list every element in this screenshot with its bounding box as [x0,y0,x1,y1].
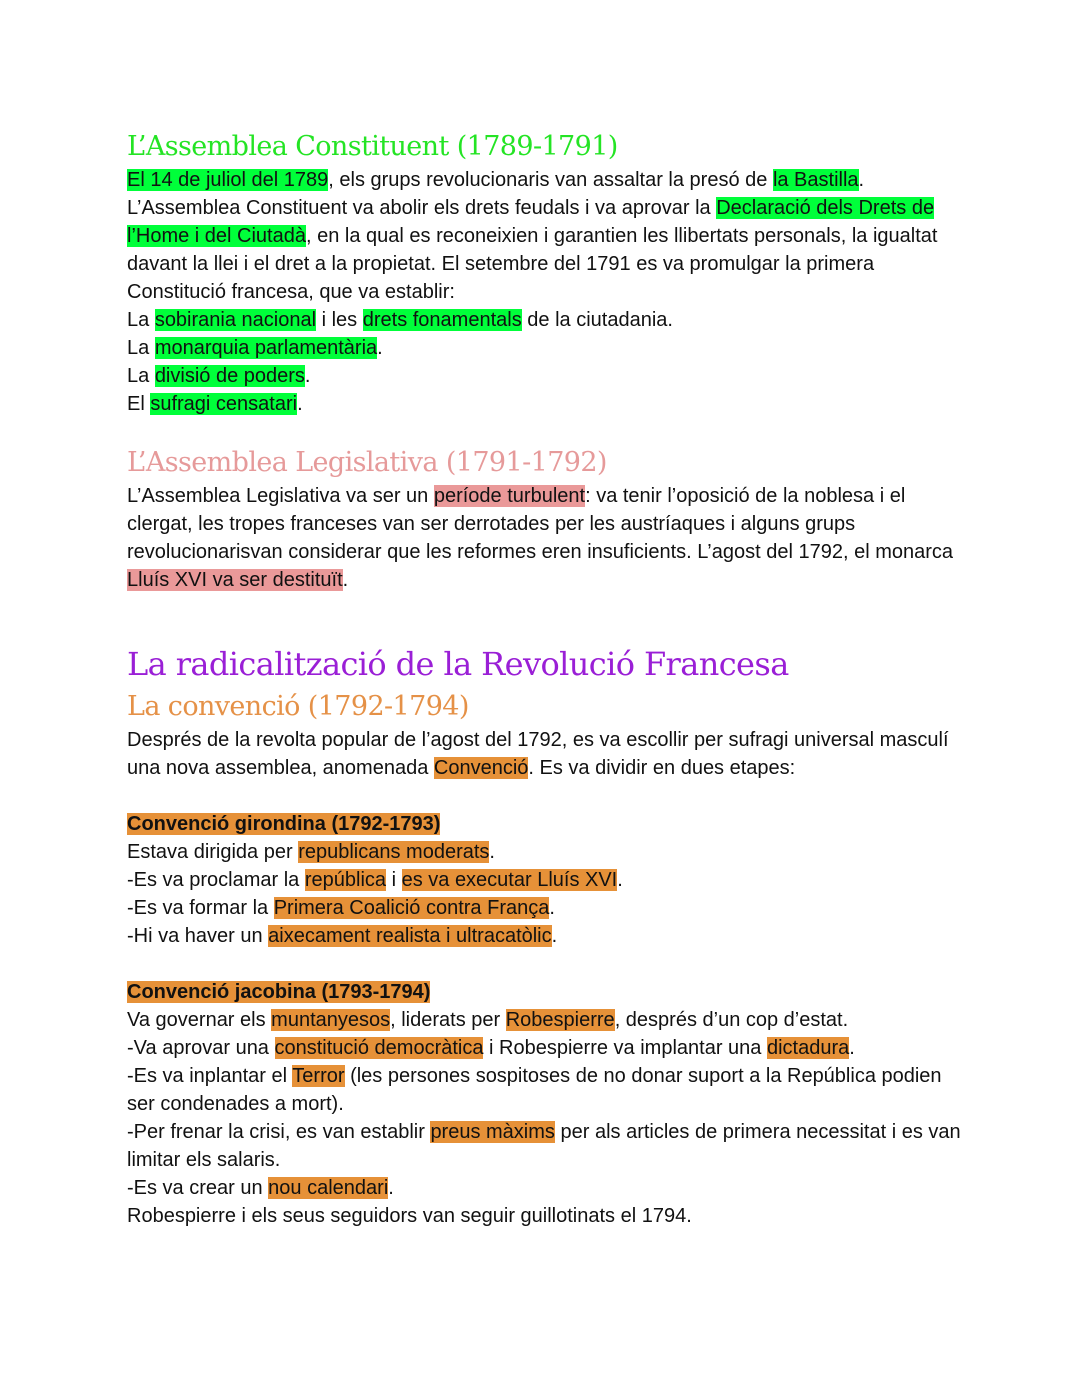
list-item: -Es va crear un nou calendari. [127,1177,394,1199]
chapter-title-radicalitzacio: La radicalització de la Revolució Francesa [127,645,789,683]
highlight-divisio: divisió de poders [154,365,305,387]
list-item: -Va aprovar una constitució democràtica i Robespierre va implantar una dictadura. [127,1037,855,1059]
jacobina-heading: Convenció jacobina (1793-1794) [127,981,431,1003]
list-item: La divisió de poders. [127,365,311,387]
girondina-heading: Convenció girondina (1792-1793) [127,813,441,835]
section-title-assemblea-legislativa: L’Assemblea Legislativa (1791-1792) [127,447,607,478]
list-item: Estava dirigida per republicans moderats. [127,841,495,863]
highlight-lluis-destituit: Lluís XVI va ser destituït [127,569,343,591]
highlight-convencio: Convenció [433,757,529,779]
highlight-nou-calendari: nou calendari [268,1177,389,1199]
highlight-sufragi: sufragi censatari [150,393,298,415]
list-item: La monarquia parlamentària. [127,337,383,359]
highlight-preus-maxims: preus màxims [430,1121,555,1143]
section-title-assemblea-constituent: L’Assemblea Constituent (1789-1791) [127,131,618,162]
list-item: La sobirania nacional i les drets fonamentals de la ciutadania. [127,309,673,331]
highlight-coalicio: Primera Coalició contra França [273,897,550,919]
highlight-republica: república [304,869,387,891]
highlight-execucio: es va executar Lluís XVI [401,869,618,891]
highlight-republicans-moderats: republicans moderats [298,841,490,863]
list-item: -Hi va haver un aixecament realista i ultracatòlic. [127,925,558,947]
document-page [127,128,967,1230]
highlight-date-1789: El 14 de juliol del 1789 [127,169,329,191]
section-title-convencio: La convenció (1792-1794) [127,691,469,722]
list-item: -Es va inplantar el Terror (les persones sospitoses de no donar suport a la República podien ser condenades a mort). [127,1065,942,1115]
highlight-monarquia: monarquia parlamentària [154,337,378,359]
list-item: El sufragi censatari. [127,393,303,415]
list-item: Va governar els muntanyesos, liderats per Robespierre, després d’un cop d’estat. [127,1009,849,1031]
legislativa-paragraph: L’Assemblea Legislativa va ser un període turbulent: va tenir l’oposició de la noblesa i el clergat, les tropes franceses van ser derrotades per les austríaques i alguns grups revolucionarisvan considerar que les reformes eren insuficients. L’agost del 1792, el monarca Lluís XVI va ser destituït. [127,485,954,591]
constituent-paragraph: El 14 de juliol del 1789, els grups revolucionaris van assaltar la presó de la Bastilla. L’Assemblea Constituent va abolir els drets feudals i va aprovar la Declaració dels Drets de l’Home i del Ciutadà, en la qual es reconeixien i garantien les llibertats personals, la igualtat davant la llei i el dret a la propietat. El setembre del 1791 es va promulgar la primera Constitució francesa, que va establir: [127,169,938,303]
highlight-sobirania: sobirania nacional [154,309,317,331]
highlight-robespierre: Robespierre [505,1009,615,1031]
convencio-intro: Després de la revolta popular de l’agost del 1792, es va escollir per sufragi universal masculí una nova assemblea, anomenada Convenció. Es va dividir en dues etapes: [127,729,949,779]
list-item: -Es va proclamar la república i es va executar Lluís XVI. [127,869,623,891]
highlight-periode-turbulent: període turbulent [433,485,586,507]
highlight-terror: Terror [292,1065,345,1087]
highlight-drets: drets fonamentals [362,309,522,331]
highlight-muntanyesos: muntanyesos [271,1009,391,1031]
highlight-declaracio: Declaració dels Drets de l’Home i del Ciutadà [127,197,935,247]
list-item: -Per frenar la crisi, es van establir preus màxims per als articles de primera necessitat i es van limitar els salaris. [127,1121,961,1171]
highlight-aixecament: aixecament realista i ultracatòlic [268,925,552,947]
list-item: -Es va formar la Primera Coalició contra França. [127,897,555,919]
highlight-bastilla: la Bastilla [772,169,859,191]
highlight-dictadura: dictadura [766,1037,850,1059]
highlight-constitucio: constitució democràtica [274,1037,484,1059]
closing-line: Robespierre i els seus seguidors van seguir guillotinats el 1794. [127,1205,692,1227]
